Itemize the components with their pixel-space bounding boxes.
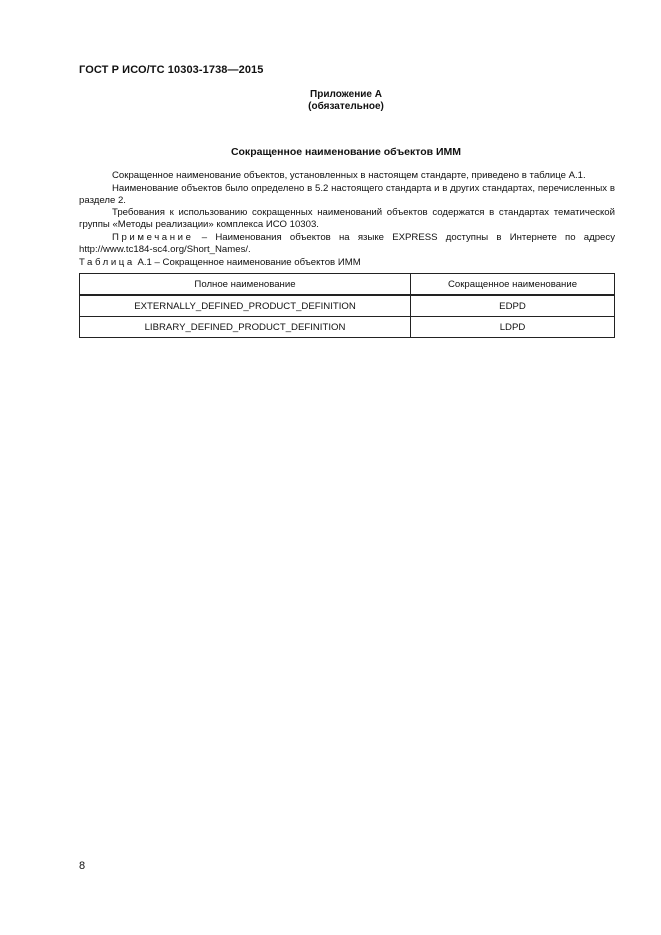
paragraph-3: Требования к использованию сокращенных наименований объектов содержатся в стандартах тематической группы «Методы реализации» комплекса ИСО 10303. <box>79 207 615 231</box>
appendix-heading <box>0 89 661 113</box>
short-names-table <box>79 273 615 338</box>
note-text: – Наименования объектов на языке EXPRESS доступны в Интернете по адресу http://www.tc184-sc4.org/Short_Names/. <box>79 231 615 255</box>
table-cell-full-name: LIBRARY_DEFINED_PRODUCT_DEFINITION <box>80 317 411 338</box>
appendix-status: (обязательное) <box>308 101 384 112</box>
note-label: Примечание <box>112 231 194 243</box>
document-code: ГОСТ Р ИСО/ТС 10303-1738—2015 <box>79 64 264 76</box>
table-cell-short-name: EDPD <box>411 295 615 317</box>
section-title: Сокращенное наименование объектов ИММ <box>230 146 462 158</box>
table-caption-label: Таблица <box>79 257 135 268</box>
table-row <box>80 295 615 317</box>
table-header-short-name: Сокращенное наименование <box>411 274 615 296</box>
table-cell-short-name: LDPD <box>411 317 615 338</box>
appendix-title: Приложение А <box>310 89 382 100</box>
table-caption <box>79 257 361 268</box>
paragraph-2: Наименование объектов было определено в 5.2 настоящего стандарта и в других стандартах, перечисленных в разделе 2. <box>79 182 615 206</box>
table-row <box>80 317 615 338</box>
table-caption-text: А.1 – Сокращенное наименование объектов ИММ <box>134 257 361 268</box>
table-header-row <box>80 274 615 296</box>
table-header-full-name: Полное наименование <box>80 274 411 296</box>
body-text <box>79 170 615 257</box>
paragraph-1: Сокращенное наименование объектов, установленных в настоящем стандарте, приведено в таблице А.1. <box>112 170 586 181</box>
note-paragraph <box>79 232 615 256</box>
table-cell-full-name: EXTERNALLY_DEFINED_PRODUCT_DEFINITION <box>80 295 411 317</box>
page-number: 8 <box>79 860 86 872</box>
